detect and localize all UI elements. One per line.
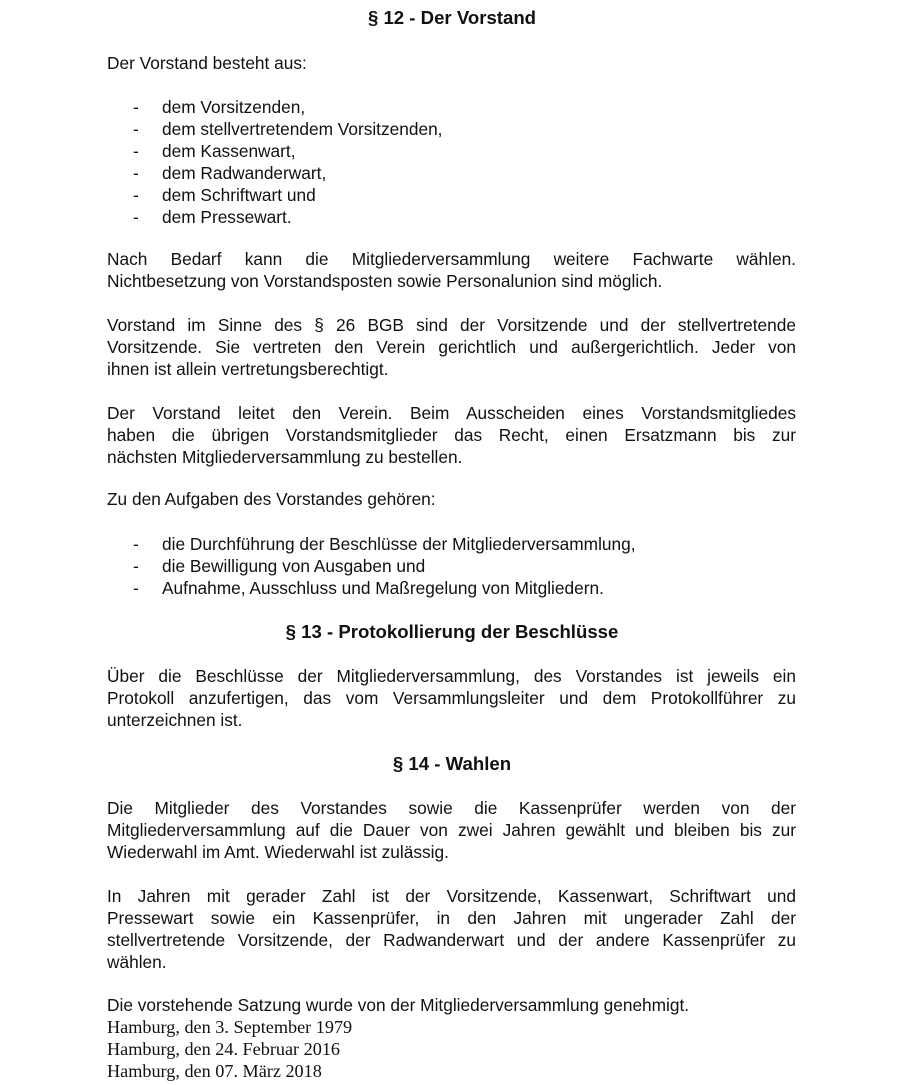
section-12-tasks-intro: Zu den Aufgaben des Vorstandes gehören: xyxy=(107,489,436,509)
section-12-paragraph-leitung: Der Vorstand leitet den Verein. Beim Ausscheiden eines Vorstandsmitgliedes haben die übrigen Vorstandsmitglieder das Recht, einen Ersatzmann bis zur nächsten Mitgliederversammlung zu bestellen. xyxy=(107,403,796,467)
section-12-paragraph-bgb: Vorstand im Sinne des § 26 BGB sind der Vorsitzende und der stellvertretende Vorsitzende. Sie vertreten den Verein gerichtlich und außergerichtlich. Jeder von ihnen ist allein vertretungsberechtigt. xyxy=(107,315,796,379)
date-line-2016: Hamburg, den 24. Februar 2016 xyxy=(107,1039,341,1059)
section-14-heading: § 14 - Wahlen xyxy=(392,753,512,774)
dash-bullet: - xyxy=(133,534,139,554)
dash-bullet: - xyxy=(133,556,139,576)
date-line-1979: Hamburg, den 3. September 1979 xyxy=(107,1017,353,1037)
section-12-intro: Der Vorstand besteht aus: xyxy=(107,53,307,73)
dash-bullet: - xyxy=(133,578,139,598)
dash-bullet: - xyxy=(133,97,139,117)
dash-bullet: - xyxy=(133,163,139,183)
section-14-paragraph-wahl: Die Mitglieder des Vorstandes sowie die Kassenprüfer werden von der Mitgliederversammlung auf die Dauer von zwei Jahren gewählt und bleiben bis zur Wiederwahl im Amt. Wiederwahl ist zulässig. xyxy=(107,798,796,862)
section-14-paragraph-turnus: In Jahren mit gerader Zahl ist der Vorsitzende, Kassenwart, Schriftwart und Pressewart sowie ein Kassenprüfer, in den Jahren mit ungerader Zahl der stellvertretende Vorsitzende, der Radwanderwart und der andere Kassenprüfer zu wählen. xyxy=(107,886,796,972)
section-12-paragraph-fachwarte: Nach Bedarf kann die Mitgliederversammlung weitere Fachwarte wählen. Nichtbesetzung von Vorstandsposten sowie Personalunion sind möglich. xyxy=(107,249,796,291)
section-12-heading: § 12 - Der Vorstand xyxy=(367,7,537,28)
dash-bullet: - xyxy=(133,119,139,139)
section-13-paragraph: Über die Beschlüsse der Mitgliederversammlung, des Vorstandes ist jeweils ein Protokoll anzufertigen, das vom Versammlungsleiter und dem Protokollführer zu unterzeichnen ist. xyxy=(107,666,796,730)
approval-statement: Die vorstehende Satzung wurde von der Mitgliederversammlung genehmigt. xyxy=(107,995,690,1015)
date-line-2018: Hamburg, den 07. März 2018 xyxy=(107,1061,322,1081)
document-page: § 12 - Der Vorstand Der Vorstand besteht aus: - dem Vorsitzenden, - dem stellvertretendem Vorsitzenden, - dem Kassenwart, - dem Radwanderwart, - dem Schriftwart und - dem Pressewart. Nach Bedarf kann die Mitgliederversammlung weitere Fachwarte wählen. Nichtbesetzung von Vorstandsposten sowie Personalunion sind möglich. Vorstand im Sinne des § 26 BGB sind der Vorsitzende und der stellvertretende Vorsitzende. Sie vertreten den Verein gerichtlich und außergerichtlich. Jeder von ihnen ist allein vertretungsberechtigt. Der Vorstand leitet den Verein. Beim Ausscheiden eines Vorstandsmitgliedes haben die übrigen Vorstandsmitglieder das Recht, einen Ersatzmann bis zur nächsten Mitgliederversammlung zu bestellen. Zu den Aufgaben des Vorstandes gehören: - die Durchführung der Beschlüsse der Mitgliederversammlung, - die Bewilligung von Ausgaben und - Aufnahme, Ausschluss und Maßregelung von Mitgliedern. § 13 - Protokollierung der Beschlüsse Über die Beschlüsse der Mitgliederversammlung, des Vorstandes ist jeweils ein Protokoll anzufertigen, das vom Versammlungsleiter und dem Protokollführer zu unterzeichnen ist. § 14 - Wahlen Die Mitglieder des Vorstandes sowie die Kassenprüfer werden von der Mitgliederversammlung auf die Dauer von zwei Jahren gewählt und bleiben bis zur Wiederwahl im Amt. Wiederwahl ist zulässig. In Jahren mit gerader Zahl ist der Vorsitzende, Kassenwart, Schriftwart und Pressewart sowie ein Kassenprüfer, in den Jahren mit ungerader Zahl der stellvertretende Vorsitzende, der Radwanderwart und der andere Kassenprüfer zu wählen. Die vorstehende Satzung wurde von der Mitgliederversammlung genehmigt. Hamburg, den 3. September 1979 Hamburg, den 24. Februar 2016 Hamburg, den 07. März 2018 xyxy=(0,0,904,1085)
dash-bullet: - xyxy=(133,207,139,227)
section-13-heading: § 13 - Protokollierung der Beschlüsse xyxy=(285,621,619,642)
dash-bullet: - xyxy=(133,185,139,205)
dash-bullet: - xyxy=(133,141,139,161)
